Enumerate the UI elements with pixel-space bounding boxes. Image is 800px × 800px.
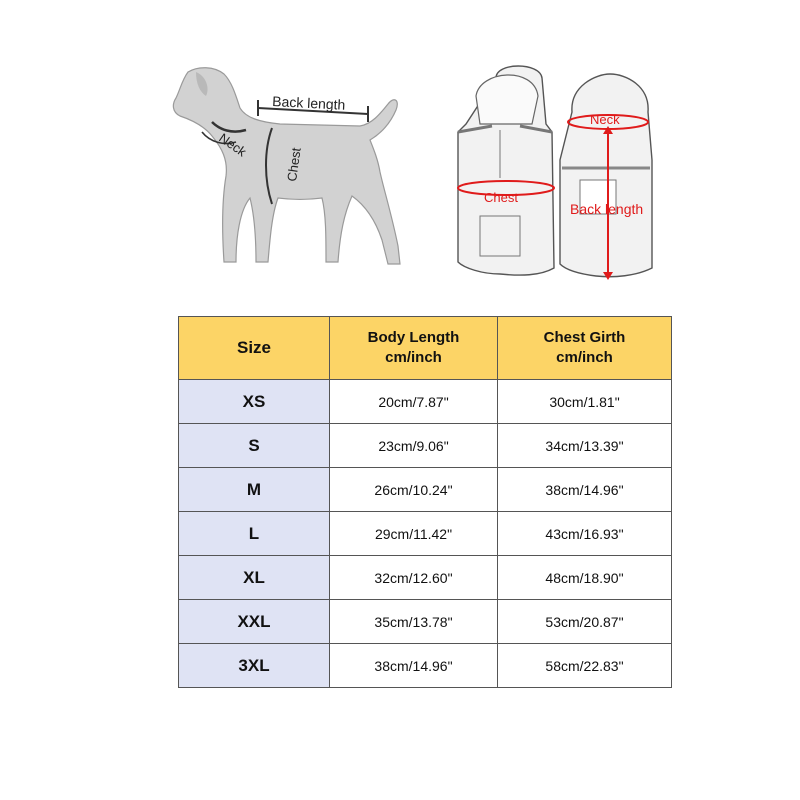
header-body-length-title: Body Length [367, 329, 460, 346]
body-length-cell: 32cm/12.60" [330, 556, 498, 600]
chest-girth-cell: 58cm/22.83" [498, 644, 672, 688]
table-header-row [179, 317, 672, 380]
chest-girth-cell: 48cm/18.90" [498, 556, 672, 600]
size-chart-table [178, 316, 672, 688]
header-body-length [330, 317, 498, 380]
chest-girth-cell: 43cm/16.93" [498, 512, 672, 556]
coat-back-label-neck: Neck [590, 112, 620, 127]
chest-girth-cell: 34cm/13.39" [498, 424, 672, 468]
body-length-cell: 38cm/14.96" [330, 644, 498, 688]
coat-front-label-chest: Chest [484, 190, 518, 205]
header-size: Size [179, 317, 330, 380]
size-cell: 3XL [179, 644, 330, 688]
header-chest-girth [498, 317, 672, 380]
size-cell: XS [179, 380, 330, 424]
measurement-illustration [0, 0, 800, 300]
body-length-cell: 29cm/11.42" [330, 512, 498, 556]
table-row [179, 556, 672, 600]
body-length-cell: 20cm/7.87" [330, 380, 498, 424]
dog-label-chest: Chest [284, 146, 304, 183]
coat-back-label-back-length: Back length [570, 201, 644, 217]
table-row [179, 644, 672, 688]
chest-girth-cell: 53cm/20.87" [498, 600, 672, 644]
body-length-cell: 26cm/10.24" [330, 468, 498, 512]
table-row [179, 380, 672, 424]
header-chest-girth-unit: cm/inch [556, 349, 613, 366]
dog-label-neck: Neck [216, 130, 250, 160]
size-cell: XXL [179, 600, 330, 644]
table-row [179, 600, 672, 644]
coat-back-view [560, 74, 652, 280]
body-length-cell: 23cm/9.06" [330, 424, 498, 468]
table-row [179, 468, 672, 512]
dog-label-back-length: Back length [271, 93, 346, 113]
table-row [179, 424, 672, 468]
header-chest-girth-title: Chest Girth [543, 329, 626, 346]
coat-front-view [458, 66, 554, 275]
size-cell: S [179, 424, 330, 468]
table-row [179, 512, 672, 556]
size-cell: M [179, 468, 330, 512]
header-body-length-unit: cm/inch [385, 349, 442, 366]
size-cell: L [179, 512, 330, 556]
chest-girth-cell: 38cm/14.96" [498, 468, 672, 512]
size-cell: XL [179, 556, 330, 600]
chest-girth-cell: 30cm/1.81" [498, 380, 672, 424]
body-length-cell: 35cm/13.78" [330, 600, 498, 644]
